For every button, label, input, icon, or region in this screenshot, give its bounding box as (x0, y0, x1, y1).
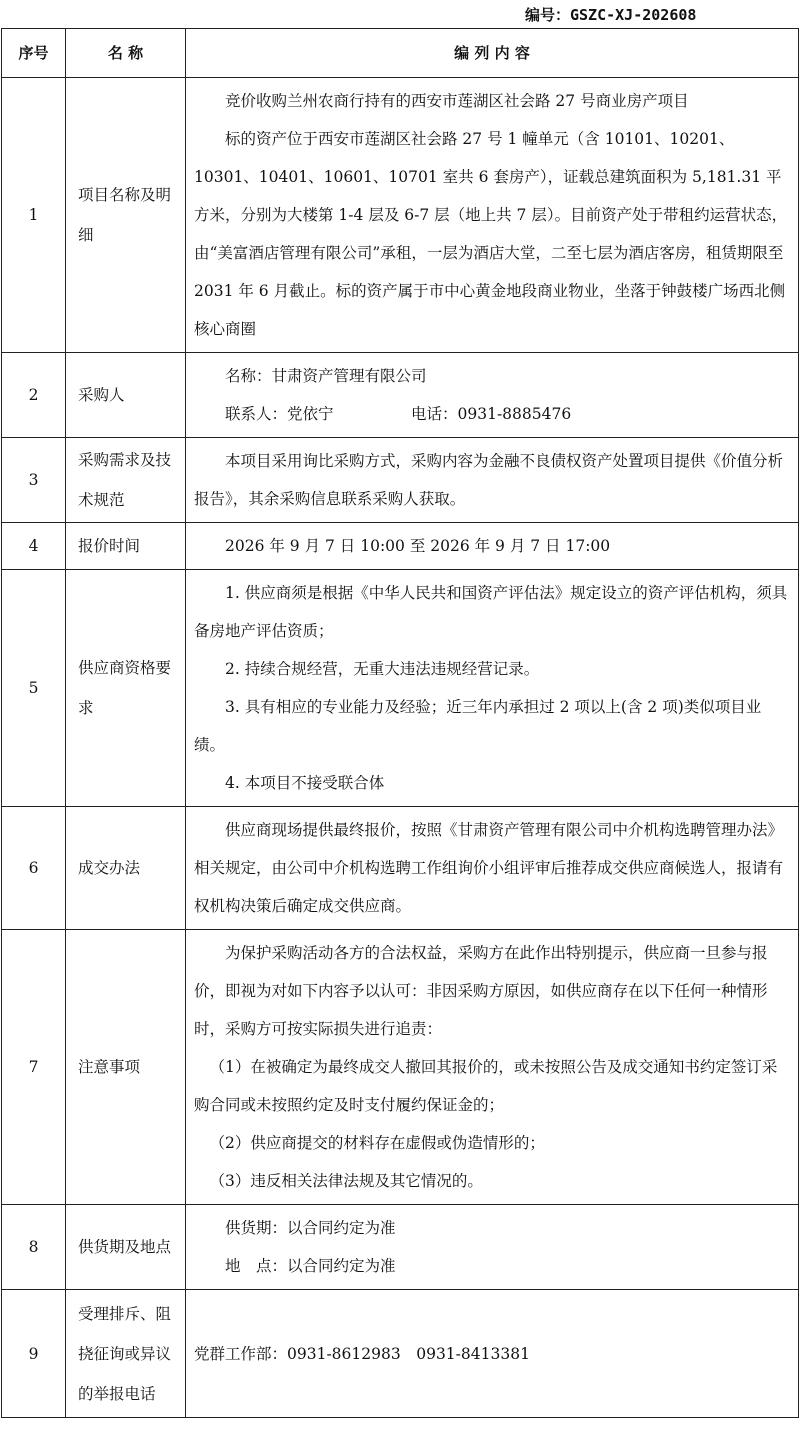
header-name: 名 称 (66, 29, 186, 78)
row-seq: 5 (2, 570, 66, 807)
content-line: 名称：甘肃资产管理有限公司 (225, 367, 427, 385)
procurement-table (1, 28, 799, 1418)
content-line: 4. 本项目不接受联合体 (225, 774, 385, 792)
table-header-row (2, 29, 799, 78)
row-content (186, 1290, 799, 1418)
row-content (186, 1205, 799, 1290)
row-seq: 3 (2, 438, 66, 523)
content-line: （1）在被确定为最终成交人撤回其报价的，或未按照公告及成交通知书约定签订采购合同或未按照约定及时支付履约保证金的； (194, 1058, 778, 1114)
row-content (186, 523, 799, 570)
header-seq: 序号 (2, 29, 66, 78)
row-seq: 2 (2, 353, 66, 438)
row-seq: 8 (2, 1205, 66, 1290)
row-content (186, 78, 799, 353)
content-line: 为保护采购活动各方的合法权益，采购方在此作出特别提示，供应商一旦参与报价，即视为对如下内容予以认可：非因采购方原因，如供应商存在以下任何一种情形时，采购方可按实际损失进行追责： (194, 944, 768, 1038)
content-line: （3）违反相关法律法规及其它情况的。 (209, 1172, 483, 1190)
content-line: 标的资产位于西安市莲湖区社会路 27 号 1 幢单元（含 10101、10201、10301、10401、10601、10701 室共 6 套房产），证载总建筑面积为 5,181.31 平方米，分别为大楼第 1-4 层及 6-7 层（地上共 7 层）。目前资产处于带租约运营状态，由“美富酒店管理有限公司”承租，一层为酒店大堂，二至七层为酒店客房，租赁期限至 2031 年 6 月截止。标的资产属于市中心黄金地段商业物业，坐落于钟鼓楼广场西北侧核心商圈 (194, 130, 788, 338)
row-seq: 7 (2, 930, 66, 1205)
row-name: 报价时间 (66, 523, 186, 570)
table-row (2, 1290, 799, 1418)
row-content (186, 807, 799, 930)
table-row (2, 438, 799, 523)
content-line: 供应商现场提供最终报价，按照《甘肃资产管理有限公司中介机构选聘管理办法》相关规定，由公司中介机构选聘工作组询价小组评审后推荐成交供应商候选人，报请有权机构决策后确定成交供应商。 (194, 821, 784, 915)
table-row (2, 78, 799, 353)
row-content (186, 930, 799, 1205)
document-number: 编号：GSZC-XJ-202608 (525, 6, 697, 24)
row-content (186, 353, 799, 438)
content-line: 竞价收购兰州农商行持有的西安市莲湖区社会路 27 号商业房产项目 (225, 92, 689, 110)
row-name: 采购人 (66, 353, 186, 438)
content-line: （2）供应商提交的材料存在虚假或伪造情形的； (209, 1134, 545, 1152)
table-row (2, 807, 799, 930)
table-row (2, 570, 799, 807)
content-line: 1. 供应商须是根据《中华人民共和国资产评估法》规定设立的资产评估机构，须具备房地产评估资质； (194, 584, 788, 640)
content-line: 2. 持续合规经营，无重大违法违规经营记录。 (225, 660, 540, 678)
content-line: 供货期：以合同约定为准 (225, 1219, 396, 1237)
row-name: 注意事项 (66, 930, 186, 1205)
content-line: 地 点：以合同约定为准 (225, 1257, 396, 1275)
row-name: 受理排斥、阻挠征询或异议的举报电话 (66, 1290, 186, 1418)
row-seq: 1 (2, 78, 66, 353)
table-row (2, 930, 799, 1205)
row-name: 供货期及地点 (66, 1205, 186, 1290)
row-name: 项目名称及明细 (66, 78, 186, 353)
table-row (2, 353, 799, 438)
content-line: 联系人：党依宁 电话：0931-8885476 (225, 405, 572, 423)
row-name: 成交办法 (66, 807, 186, 930)
header-content: 编 列 内 容 (186, 29, 799, 78)
row-name: 供应商资格要求 (66, 570, 186, 807)
table-row (2, 523, 799, 570)
row-name: 采购需求及技术规范 (66, 438, 186, 523)
content-line: 本项目采用询比采购方式，采购内容为金融不良债权资产处置项目提供《价值分析报告》，其余采购信息联系采购人获取。 (194, 452, 784, 508)
row-seq: 6 (2, 807, 66, 930)
content-line: 3. 具有相应的专业能力及经验；近三年内承担过 2 项以上(含 2 项)类似项目业绩。 (194, 698, 762, 754)
content-line: 党群工作部：0931-8612983 0931-8413381 (194, 1344, 530, 1363)
row-seq: 4 (2, 523, 66, 570)
row-content (186, 438, 799, 523)
content-line: 2026 年 9 月 7 日 10:00 至 2026 年 9 月 7 日 17:00 (225, 537, 611, 555)
table-row (2, 1205, 799, 1290)
row-seq: 9 (2, 1290, 66, 1418)
row-content (186, 570, 799, 807)
